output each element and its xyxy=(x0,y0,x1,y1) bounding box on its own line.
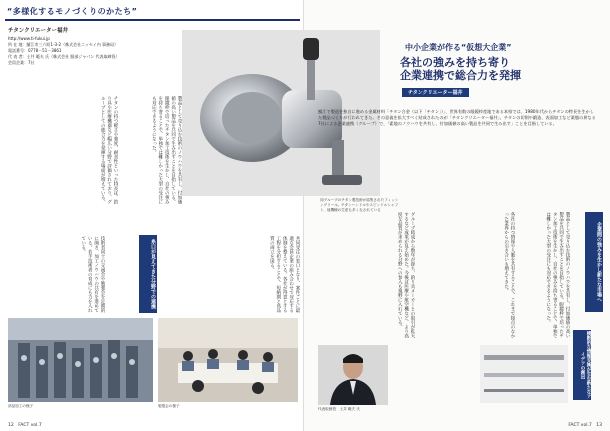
body-text-column: 製品として売り込む技術のノウハウを共有し、付加価値の高い製品を共同で生み出すことを目指している。眼鏡枠で培ったチタン加工技術を生かし、自社の強みを持ち寄ることで、単独では難しかった大型の受注にも対応できるようになった。 xyxy=(545,212,570,338)
company-name: チタンクリエーター福井 xyxy=(8,28,69,34)
body-text-column: チタンの持つ軽さや強度、耐食性といった特長は、釣り具や医療機器など幅広い分野で評価されており、グループとしての総合力を発揮する場面が増えている。 xyxy=(100,96,118,204)
page-number-right: FACT vol.7 13 xyxy=(568,423,602,428)
body-text-column: 技術者同士の交流会や勉強会を定期的に開き、加工ノウハウの共有を進めている。若手技術者の育成にも力を入れている。 xyxy=(80,236,105,313)
kicker: 中小企業が作る“仮想大企業” xyxy=(405,43,512,52)
subheading-box: 横断的な情報交換が生む新たなアイデアの創出 xyxy=(573,330,591,400)
company-rep: 代 表 者：土井 範夫 氏（株式会社 服部ジャパン 代表取締役） xyxy=(8,54,120,59)
photo-caption: 勉強会の様子 xyxy=(158,404,180,408)
portrait-caption: 代表取締役 土井 範夫 氏 xyxy=(318,407,360,411)
subheading-box: 糸口が見えてきた分野での連携 xyxy=(139,235,157,313)
portrait-photo xyxy=(318,345,388,405)
company-members: 会員企業：7社 xyxy=(8,60,35,65)
company-address: 所 在 地：鯖江市三六町1-3-2（株式会社ニッセイ内 事務局） xyxy=(8,42,119,47)
lead-paragraph: 鯖江で製造を独自に進める金属材料「チタン合金（以下「チタン」）」、世界有数の眼鏡枠産地である本県では、1980年代からチタンの特長を生かした製品づくりが行われてきた。その意義を拡大すべく結成されたのが「チタンクリエーター福井」。チタンの切削や鍛造、表面加工など業態の異なる7社による企業連携（グループ）で、「素地のノウハウを共有し、付加価値の高い製品を共同で生み出す」ことを目指している。 xyxy=(318,109,596,126)
company-url[interactable]: http://www.ti-fukui.jp xyxy=(8,36,50,41)
body-text-column: 製品として売り込む技術のノウハウを共有し、付加価値の高い製品を共同で生み出すことを目指している。眼鏡枠で培ったチタン加工技術を生かし、自社の強みを持ち寄ることで、単独では難しかった大型の受注にも対応できるようになった。 xyxy=(151,96,182,204)
headline-line-2: 企業連携で総合力を発揮 xyxy=(400,69,521,82)
meeting-photo xyxy=(158,318,298,402)
header-rule xyxy=(5,19,300,21)
subheading-box: 企業間の強みを生かし新たな市場へ xyxy=(585,212,603,312)
body-text-column: グループ結成から数年が経ち、釣り具メーカーとの取引が拡大するなど成果が見え始めた。今後は医療や航空機など、より高度な品質が求められる分野への参入も視野に入れている。 xyxy=(397,212,415,338)
company-phone: 電話番号：0778－51－3861 xyxy=(8,48,62,53)
photo-caption: 部品加工の様子 xyxy=(8,404,34,408)
body-text-column: 各社の持つ情報や人脈を共有することで、これまで接点のなかった業界からの引き合いも増えてきた。 xyxy=(503,212,515,338)
body-text-column: 共同受注の窓口となり、案件ごとに最適な会員企業の組み合わせで対応する体制を整えている。各社が得意とする工程を分担することで、短納期と高品質の両立を図る。 xyxy=(269,236,300,313)
product-photo xyxy=(480,345,568,403)
headline-line-1: 各社の強みを持ち寄り xyxy=(400,56,510,69)
company-info xyxy=(8,28,128,66)
page-number-left: 12 FACT vol.7 xyxy=(8,423,42,428)
subhead: チタンクリエーター福井 xyxy=(402,88,469,97)
factory-photo xyxy=(8,318,153,402)
hero-caption: 同グループのチタン製技術が結集されたフィッシングリール。チタンハンドルやスピンドルシャフト、他機種の生産も多くなされている xyxy=(320,198,399,212)
headline xyxy=(400,56,521,82)
section-title: “多様化するモノづくりのかたち” xyxy=(7,7,138,16)
